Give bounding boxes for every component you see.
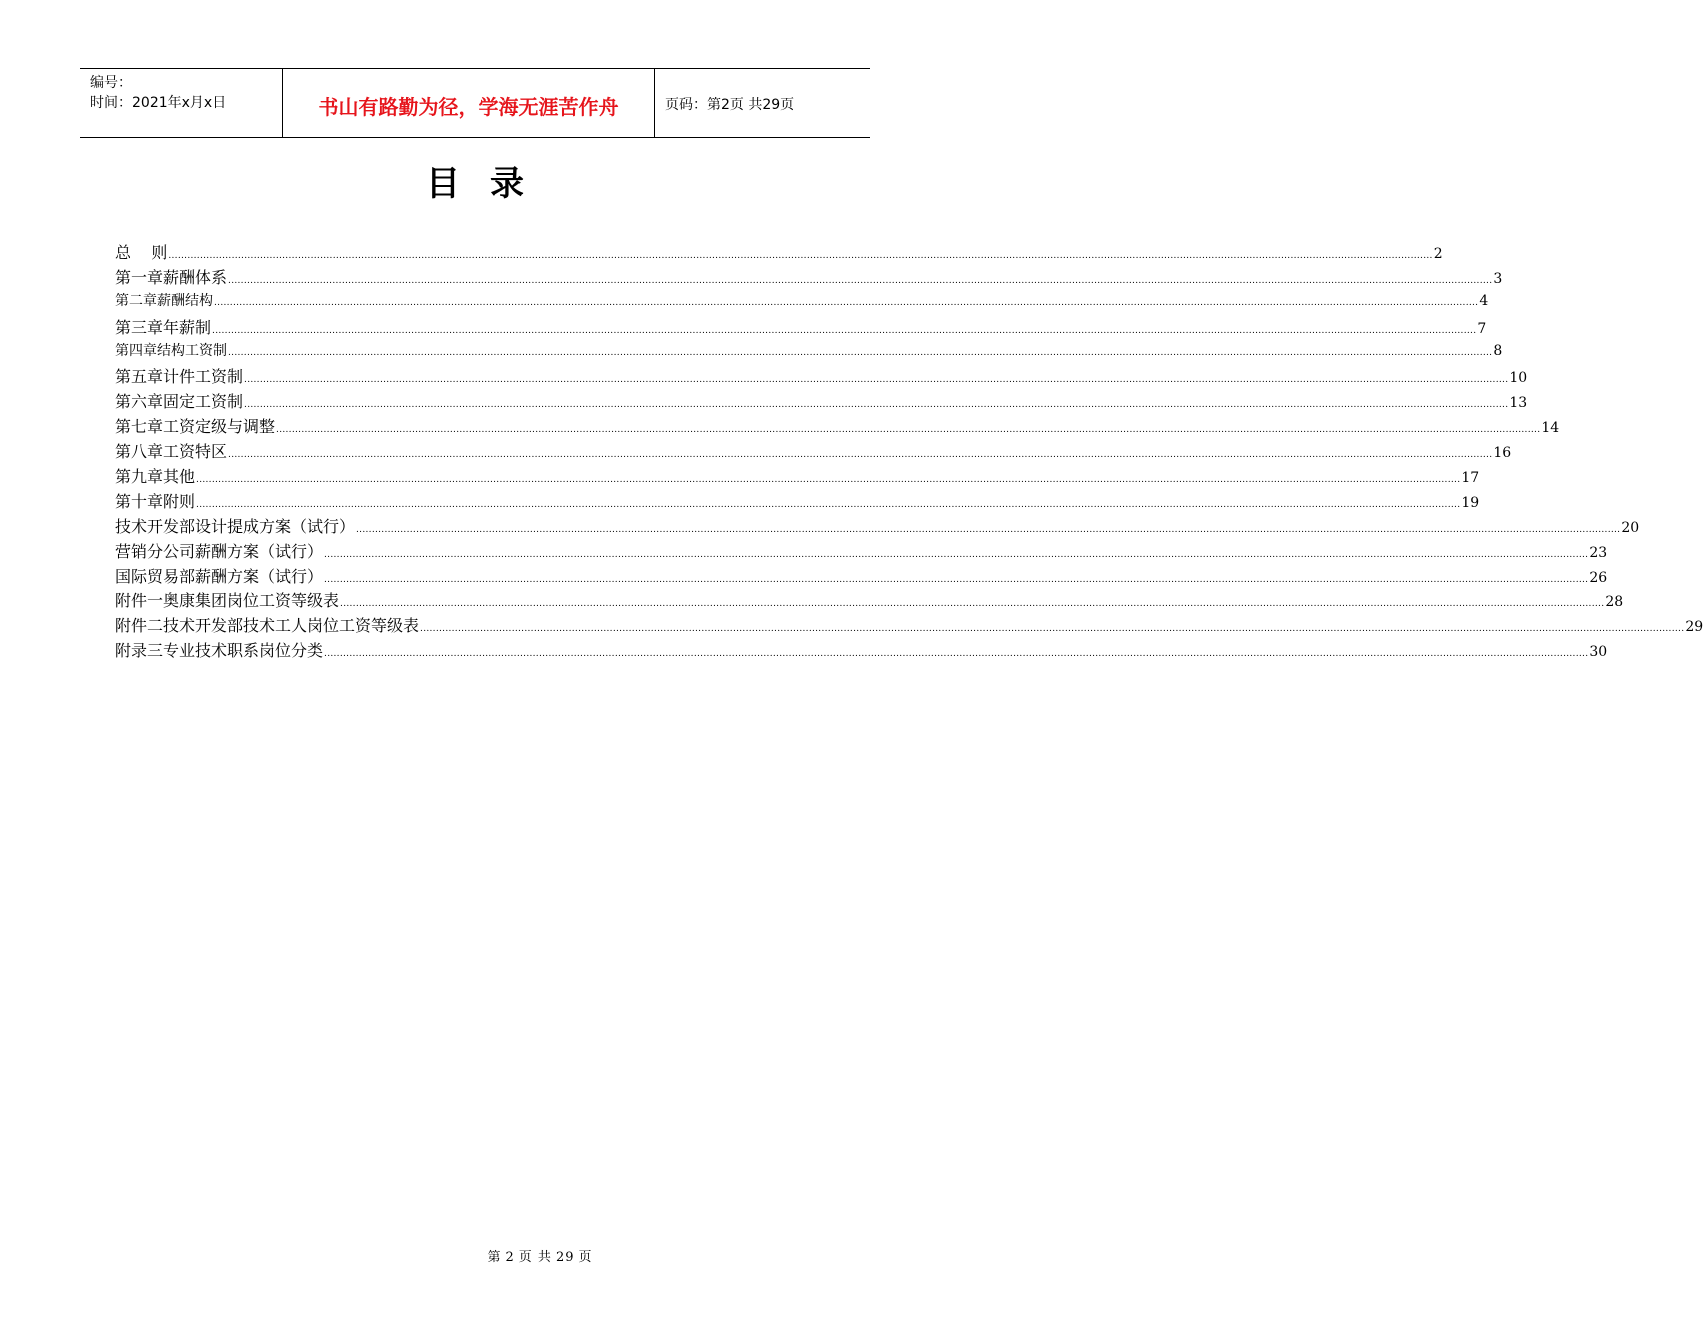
toc-entry[interactable] bbox=[115, 265, 1503, 290]
header-motto: 书山有路勤为径，学海无涯苦作舟 bbox=[282, 69, 655, 137]
toc-chapter: 附件一 bbox=[115, 591, 164, 611]
toc-chapter: 第八章 bbox=[115, 442, 164, 462]
toc-chapter: 第五章 bbox=[115, 367, 164, 387]
toc-page-number: 7 bbox=[1477, 320, 1487, 337]
toc-title: 专业技术职系岗位分类 bbox=[163, 641, 324, 661]
toc-leader-dots: ................................................................................................................................................................................................................................................................................................................................................................................................................ bbox=[340, 599, 1605, 610]
toc-entry[interactable] bbox=[115, 389, 1528, 414]
toc-title: 奥康集团岗位工资等级表 bbox=[163, 591, 340, 611]
toc-chapter: 第六章 bbox=[115, 392, 164, 412]
toc-page-number: 23 bbox=[1589, 544, 1608, 561]
footer-mid: 页 共 bbox=[518, 1250, 552, 1265]
toc-chapter: 第七章 bbox=[115, 417, 164, 437]
footer-prefix: 第 bbox=[487, 1250, 502, 1265]
toc-page-number: 20 bbox=[1621, 519, 1640, 536]
footer-suffix: 页 bbox=[578, 1250, 593, 1265]
toc-title: 薪酬体系 bbox=[163, 267, 228, 287]
toc-entry[interactable] bbox=[115, 564, 1608, 589]
toc-leader-dots: ................................................................................................................................................................................................................................................................................................................................................................................................................ bbox=[228, 275, 1493, 286]
toc-page-number: 30 bbox=[1589, 644, 1608, 661]
toc-leader-dots: ................................................................................................................................................................................................................................................................................................................................................................................................................ bbox=[324, 574, 1589, 585]
toc-title: 薪酬结构 bbox=[157, 292, 213, 309]
toc-page-number: 17 bbox=[1461, 470, 1480, 487]
toc-title: 国际贸易部薪酬方案（试行） bbox=[115, 566, 324, 586]
toc-title: 其他 bbox=[163, 467, 196, 487]
toc-page-number: 26 bbox=[1589, 569, 1608, 586]
toc-chapter: 第三章 bbox=[115, 317, 164, 337]
toc-leader-dots: ................................................................................................................................................................................................................................................................................................................................................................................................................ bbox=[324, 649, 1589, 660]
toc-entry[interactable] bbox=[115, 439, 1512, 464]
toc-leader-dots: ................................................................................................................................................................................................................................................................................................................................................................................................................ bbox=[244, 375, 1509, 386]
toc-chapter: 附录三 bbox=[115, 641, 164, 661]
toc-page-number: 8 bbox=[1493, 342, 1503, 359]
toc-entry[interactable] bbox=[115, 638, 1608, 663]
toc-entry[interactable] bbox=[115, 315, 1487, 340]
toc-leader-dots: ................................................................................................................................................................................................................................................................................................................................................................................................................ bbox=[228, 450, 1493, 461]
toc-chapter: 总 则 bbox=[115, 243, 168, 262]
toc-page-number: 3 bbox=[1493, 270, 1503, 287]
toc-title: 工资定级与调整 bbox=[163, 417, 276, 437]
toc-leader-dots: ................................................................................................................................................................................................................................................................................................................................................................................................................ bbox=[324, 549, 1589, 560]
toc-page-number: 29 bbox=[1685, 619, 1703, 636]
toc-entry[interactable] bbox=[115, 240, 1443, 265]
toc-title: 技术开发部技术工人岗位工资等级表 bbox=[163, 616, 420, 636]
toc-entry[interactable] bbox=[115, 364, 1528, 389]
toc-chapter: 第一章 bbox=[115, 267, 164, 287]
toc-chapter: 附件二 bbox=[115, 616, 164, 636]
toc-leader-dots: ................................................................................................................................................................................................................................................................................................................................................................................................................ bbox=[196, 475, 1461, 486]
toc-title: 技术开发部设计提成方案（试行） bbox=[115, 516, 356, 536]
header-page-info: 页码：第2页 共29页 bbox=[665, 97, 795, 113]
toc-page-number: 13 bbox=[1509, 395, 1528, 412]
toc-page-number: 4 bbox=[1479, 292, 1489, 309]
toc-title: 固定工资制 bbox=[163, 392, 244, 412]
page-footer bbox=[0, 1246, 950, 1265]
toc-leader-dots: ................................................................................................................................................................................................................................................................................................................................................................................................................ bbox=[228, 347, 1493, 358]
toc-entry[interactable] bbox=[115, 290, 1489, 315]
toc-title: 附则 bbox=[163, 491, 196, 511]
toc-leader-dots: ................................................................................................................................................................................................................................................................................................................................................................................................................ bbox=[356, 524, 1621, 535]
toc-entry[interactable] bbox=[115, 489, 1480, 514]
table-of-contents bbox=[115, 240, 1703, 663]
toc-entry[interactable] bbox=[115, 588, 1624, 613]
toc-title: 工资特区 bbox=[163, 442, 228, 462]
toc-leader-dots: ................................................................................................................................................................................................................................................................................................................................................................................................................ bbox=[212, 325, 1477, 336]
document-number-label: 编号： bbox=[90, 75, 132, 91]
footer-current-page: 2 bbox=[505, 1250, 515, 1265]
toc-entry[interactable] bbox=[115, 414, 1560, 439]
toc-page-number: 19 bbox=[1461, 494, 1480, 511]
page-title: 目录 bbox=[426, 164, 554, 204]
page-header bbox=[80, 68, 870, 138]
toc-page-number: 14 bbox=[1541, 420, 1560, 437]
toc-page-number: 2 bbox=[1433, 246, 1443, 262]
toc-leader-dots: ................................................................................................................................................................................................................................................................................................................................................................................................................ bbox=[214, 297, 1479, 308]
toc-page-number: 16 bbox=[1493, 445, 1512, 462]
header-meta bbox=[80, 69, 282, 137]
toc-title: 年薪制 bbox=[163, 317, 212, 337]
toc-chapter: 第二章 bbox=[115, 292, 157, 309]
toc-entry[interactable] bbox=[115, 464, 1480, 489]
footer-total-pages: 29 bbox=[555, 1250, 575, 1265]
toc-entry[interactable] bbox=[115, 613, 1703, 638]
toc-leader-dots: ................................................................................................................................................................................................................................................................................................................................................................................................................ bbox=[168, 251, 1433, 261]
toc-chapter: 第九章 bbox=[115, 467, 164, 487]
toc-page-number: 28 bbox=[1605, 594, 1624, 611]
toc-entry[interactable] bbox=[115, 514, 1640, 539]
toc-leader-dots: ................................................................................................................................................................................................................................................................................................................................................................................................................ bbox=[276, 425, 1541, 436]
toc-entry[interactable] bbox=[115, 340, 1503, 365]
toc-entry[interactable] bbox=[115, 539, 1608, 564]
toc-page-number: 10 bbox=[1509, 370, 1528, 387]
toc-leader-dots: ................................................................................................................................................................................................................................................................................................................................................................................................................ bbox=[196, 499, 1461, 510]
document-time-label: 时间：2021年x月x日 bbox=[90, 95, 227, 111]
toc-leader-dots: ................................................................................................................................................................................................................................................................................................................................................................................................................ bbox=[420, 624, 1685, 635]
toc-chapter: 第十章 bbox=[115, 491, 164, 511]
toc-chapter: 第四章 bbox=[115, 342, 157, 359]
toc-leader-dots: ................................................................................................................................................................................................................................................................................................................................................................................................................ bbox=[244, 400, 1509, 411]
toc-title: 计件工资制 bbox=[163, 367, 244, 387]
toc-title: 营销分公司薪酬方案（试行） bbox=[115, 541, 324, 561]
toc-title: 结构工资制 bbox=[157, 342, 227, 359]
